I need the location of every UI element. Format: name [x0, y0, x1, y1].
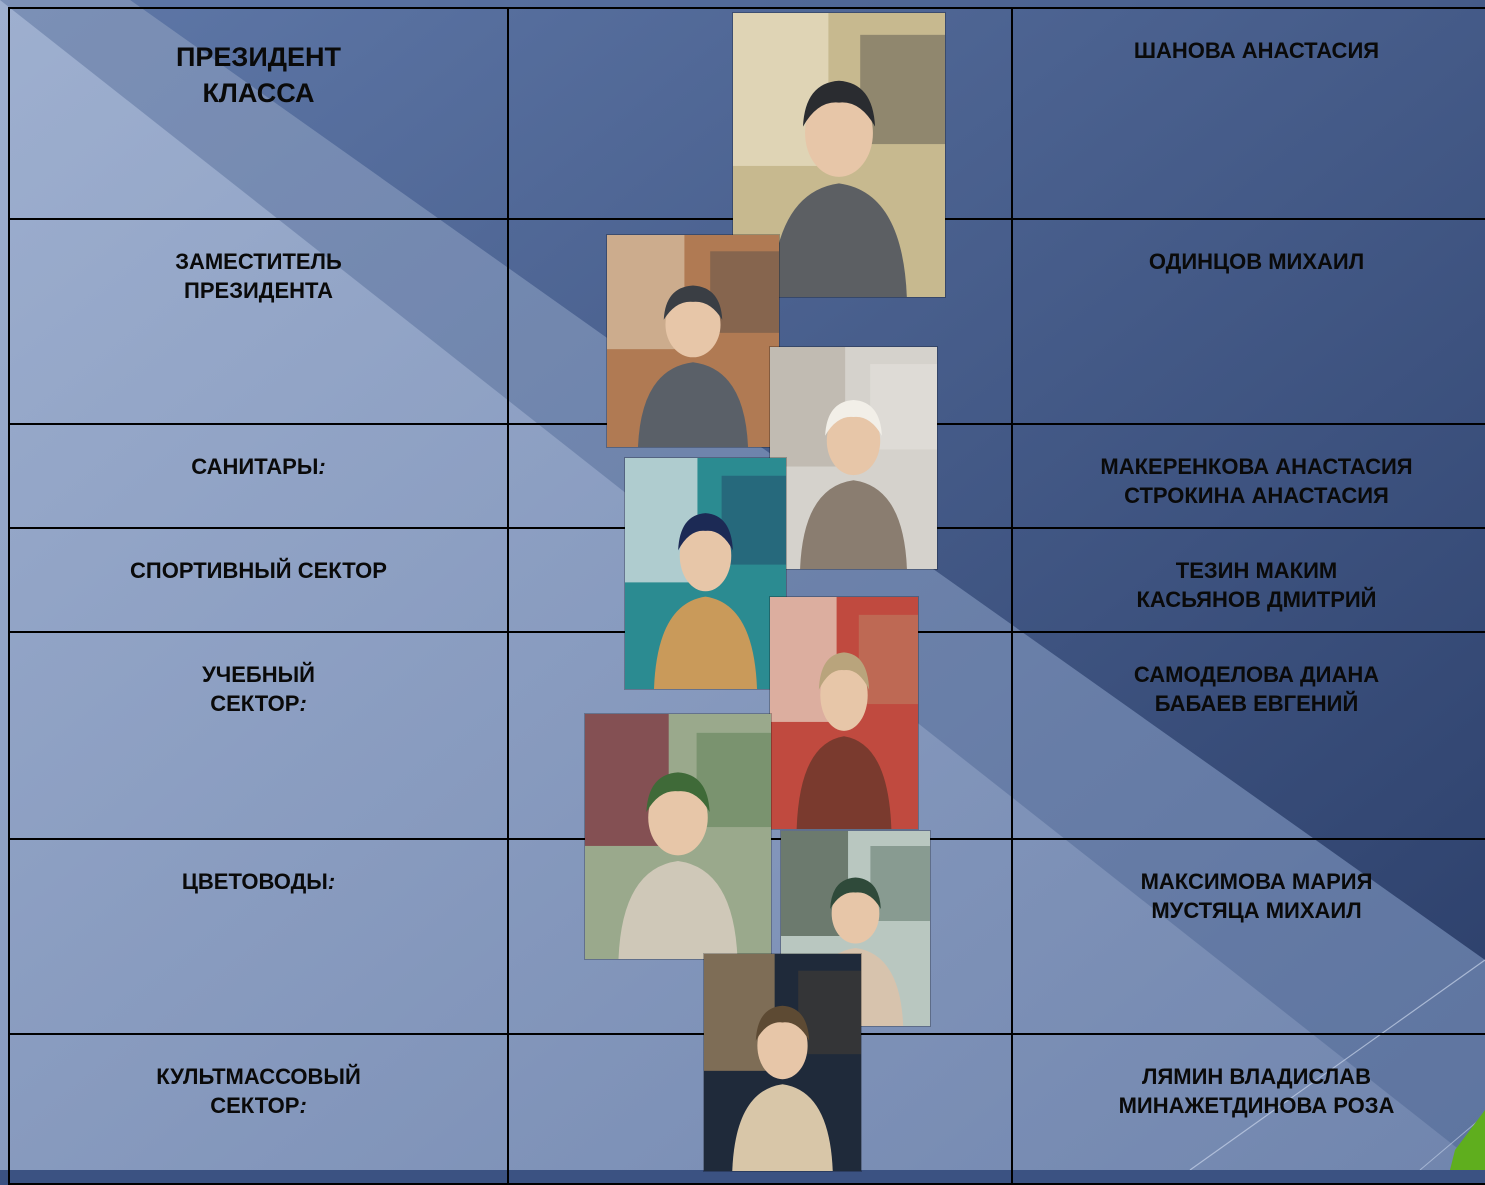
photo-girl-in-dark-jacket — [703, 953, 862, 1172]
role-label: САНИТАРЫ: — [191, 454, 326, 479]
names-cell — [1012, 1034, 1485, 1184]
role-label: КУЛЬТМАССОВЫЙ СЕКТОР: — [156, 1064, 361, 1118]
names-cell — [1012, 424, 1485, 528]
member-names: МАКЕРЕНКОВА АНАСТАСИЯ СТРОКИНА АНАСТАСИЯ — [1100, 454, 1413, 508]
role-label: ПРЕЗИДЕНТ КЛАССА — [176, 42, 341, 108]
member-names: ЛЯМИН ВЛАДИСЛАВ МИНАЖЕТДИНОВА РОЗА — [1118, 1064, 1395, 1118]
role-cell — [9, 1034, 508, 1184]
photo-boy-at-desk — [606, 234, 780, 448]
role-cell — [9, 219, 508, 424]
photo-girl-in-red-vest — [769, 596, 919, 830]
member-names: САМОДЕЛОВА ДИАНА БАБАЕВ ЕВГЕНИЙ — [1133, 662, 1380, 716]
names-cell — [1012, 632, 1485, 839]
role-cell — [9, 8, 508, 219]
role-label: УЧЕБНЫЙ СЕКТОР: — [202, 662, 315, 716]
role-label: СПОРТИВНЫЙ СЕКТОР — [130, 558, 387, 583]
role-label: ЦВЕТОВОДЫ: — [181, 869, 336, 894]
member-names: ОДИНЦОВ МИХАИЛ — [1148, 249, 1365, 274]
role-cell — [9, 839, 508, 1034]
member-names: ТЕЗИН МАКИМ КАСЬЯНОВ ДМИТРИЙ — [1136, 558, 1377, 612]
photo-girl-watering-plants — [584, 713, 772, 960]
member-names: ШАНОВА АНАСТАСИЯ — [1133, 38, 1380, 63]
role-cell — [9, 424, 508, 528]
photo-boy-with-ball — [624, 457, 787, 690]
role-cell — [9, 632, 508, 839]
member-names: МАКСИМОВА МАРИЯ МУСТЯЦА МИХАИЛ — [1140, 869, 1373, 923]
role-label: ЗАМЕСТИТЕЛЬ ПРЕЗИДЕНТА — [175, 249, 342, 303]
names-cell — [1012, 8, 1485, 219]
names-cell — [1012, 219, 1485, 424]
names-cell — [1012, 528, 1485, 632]
role-cell — [9, 528, 508, 632]
photo-girls-with-bandage — [769, 346, 938, 570]
names-cell — [1012, 839, 1485, 1034]
